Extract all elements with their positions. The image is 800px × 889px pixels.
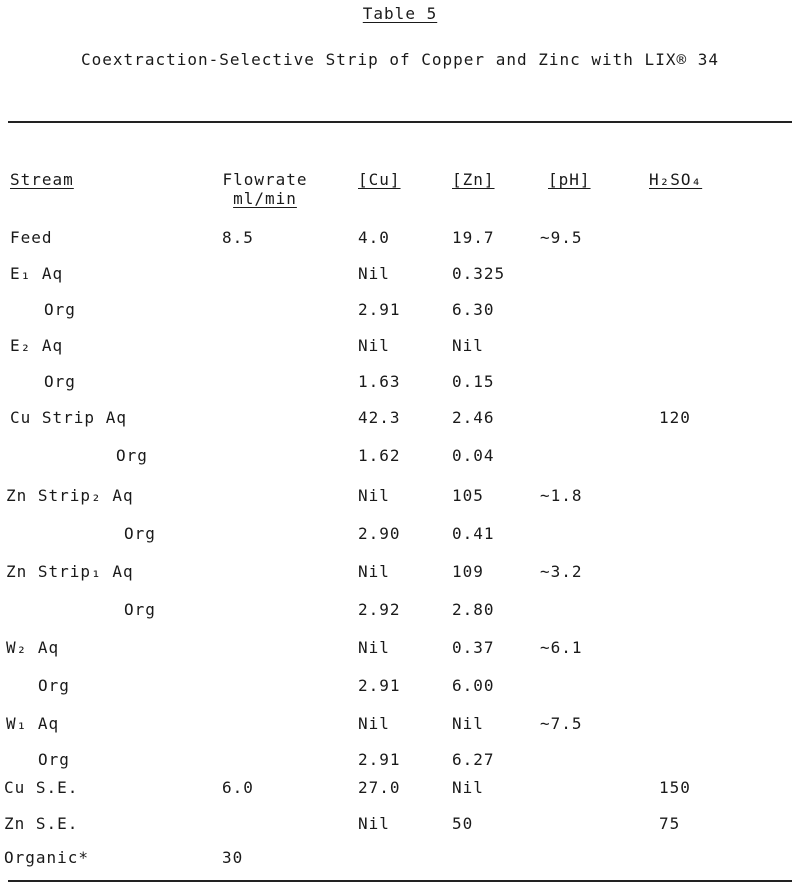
cell-cu: 4.0 — [358, 228, 390, 247]
table-row — [0, 408, 800, 432]
table-row — [0, 676, 800, 700]
cell-zn: 50 — [452, 814, 474, 833]
bottom-rule — [8, 880, 792, 882]
cell-zn: Nil — [452, 714, 484, 733]
cell-stream: Organic* — [4, 848, 90, 867]
header-flowrate-unit: ml/min — [233, 189, 297, 208]
table-label: Table 5 — [362, 4, 438, 23]
cell-ph: ~3.2 — [540, 562, 583, 581]
table-row — [0, 264, 800, 288]
header-ph: [pH] — [548, 170, 591, 189]
cell-zn: 19.7 — [452, 228, 495, 247]
cell-stream: Cu S.E. — [4, 778, 79, 797]
table-row — [0, 336, 800, 360]
cell-cu: 2.91 — [358, 300, 401, 319]
cell-stream: E₂ Aq — [10, 336, 64, 355]
cell-cu: 2.92 — [358, 600, 401, 619]
header-cu: [Cu] — [358, 170, 401, 189]
cell-flowrate: 6.0 — [222, 778, 254, 797]
cell-stream: W₁ Aq — [6, 714, 60, 733]
cell-h2so4: 75 — [659, 814, 681, 833]
cell-stream: W₂ Aq — [6, 638, 60, 657]
cell-zn: 0.41 — [452, 524, 495, 543]
header-zn: [Zn] — [452, 170, 495, 189]
table-row — [0, 814, 800, 838]
cell-cu: 1.63 — [358, 372, 401, 391]
table-row — [0, 848, 800, 872]
cell-stream: Feed — [10, 228, 53, 247]
table-row — [0, 778, 800, 802]
cell-cu: Nil — [358, 814, 390, 833]
cell-stream: Org — [44, 300, 76, 319]
cell-stream: Zn S.E. — [4, 814, 79, 833]
cell-ph: ~6.1 — [540, 638, 583, 657]
table-row — [0, 228, 800, 252]
cell-zn: 6.00 — [452, 676, 495, 695]
cell-zn: 109 — [452, 562, 484, 581]
table-row — [0, 562, 800, 586]
cell-cu: 2.91 — [358, 676, 401, 695]
table-row — [0, 486, 800, 510]
cell-cu: 27.0 — [358, 778, 401, 797]
cell-zn: 6.27 — [452, 750, 495, 769]
cell-zn: 0.325 — [452, 264, 506, 283]
cell-zn: 0.37 — [452, 638, 495, 657]
table-title: Coextraction-Selective Strip of Copper and Zinc with LIX® 34 — [81, 50, 719, 69]
cell-stream: Zn Strip₁ Aq — [6, 562, 134, 581]
cell-zn: 0.15 — [452, 372, 495, 391]
cell-stream: E₁ Aq — [10, 264, 64, 283]
cell-cu: 1.62 — [358, 446, 401, 465]
cell-cu: Nil — [358, 638, 390, 657]
cell-cu: Nil — [358, 264, 390, 283]
cell-ph: ~7.5 — [540, 714, 583, 733]
cell-cu: Nil — [358, 714, 390, 733]
cell-ph: ~9.5 — [540, 228, 583, 247]
cell-cu: 2.91 — [358, 750, 401, 769]
table-row — [0, 638, 800, 662]
cell-stream: Cu Strip Aq — [10, 408, 127, 427]
cell-zn: Nil — [452, 778, 484, 797]
table-row — [0, 600, 800, 624]
cell-cu: 42.3 — [358, 408, 401, 427]
table-row — [0, 300, 800, 324]
cell-h2so4: 150 — [659, 778, 691, 797]
cell-cu: 2.90 — [358, 524, 401, 543]
header-flowrate — [215, 170, 315, 208]
cell-stream: Org — [116, 446, 148, 465]
cell-ph: ~1.8 — [540, 486, 583, 505]
cell-cu: Nil — [358, 486, 390, 505]
cell-flowrate: 8.5 — [222, 228, 254, 247]
cell-flowrate: 30 — [222, 848, 244, 867]
header-flowrate-line1: Flowrate — [222, 170, 308, 189]
table-row — [0, 714, 800, 738]
cell-cu: Nil — [358, 562, 390, 581]
top-rule — [8, 121, 792, 123]
table-row — [0, 750, 800, 774]
cell-stream: Org — [124, 524, 156, 543]
table-row — [0, 446, 800, 470]
cell-zn: Nil — [452, 336, 484, 355]
header-stream: Stream — [10, 170, 74, 189]
cell-zn: 2.80 — [452, 600, 495, 619]
cell-stream: Org — [38, 750, 70, 769]
cell-cu: Nil — [358, 336, 390, 355]
cell-stream: Zn Strip₂ Aq — [6, 486, 134, 505]
cell-stream: Org — [44, 372, 76, 391]
cell-zn: 105 — [452, 486, 484, 505]
cell-stream: Org — [38, 676, 70, 695]
table-header — [0, 170, 800, 218]
cell-h2so4: 120 — [659, 408, 691, 427]
table-row — [0, 372, 800, 396]
cell-zn: 2.46 — [452, 408, 495, 427]
header-h2so4: H₂SO₄ — [649, 170, 703, 189]
cell-stream: Org — [124, 600, 156, 619]
cell-zn: 6.30 — [452, 300, 495, 319]
cell-zn: 0.04 — [452, 446, 495, 465]
table-row — [0, 524, 800, 548]
